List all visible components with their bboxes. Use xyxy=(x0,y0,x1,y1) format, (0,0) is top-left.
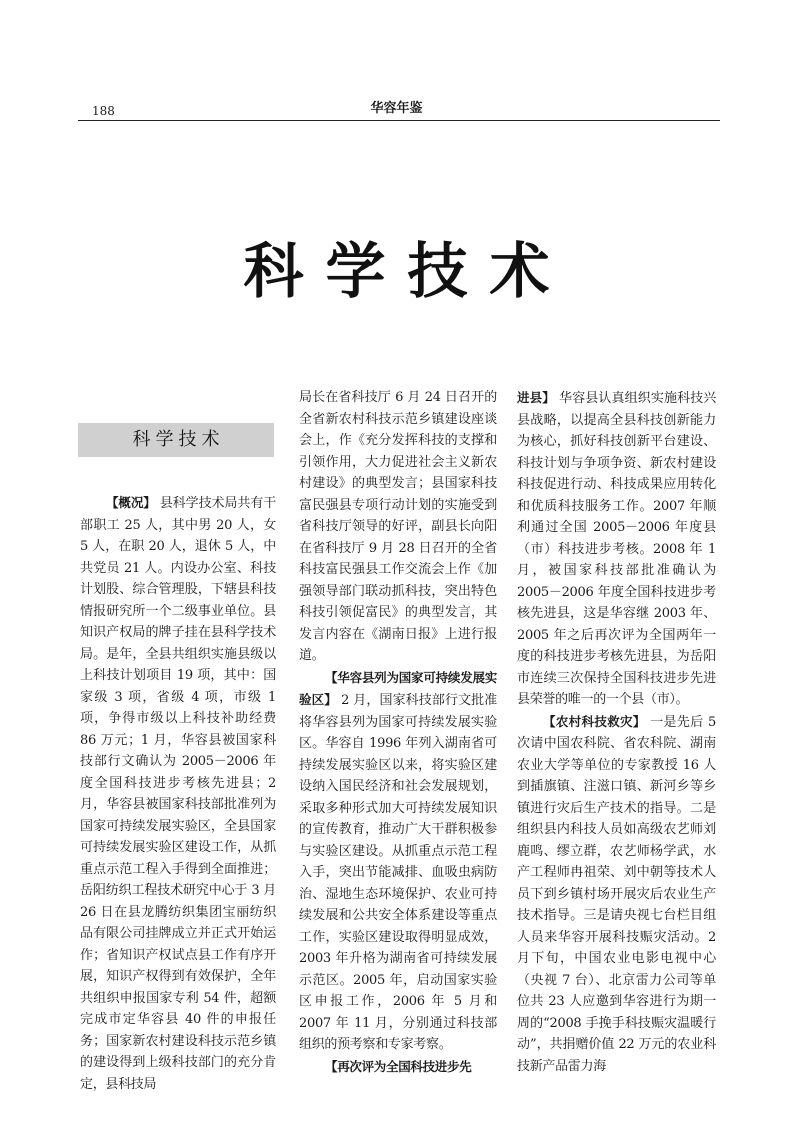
paragraph-disaster-relief xyxy=(517,711,716,1078)
paragraph-text: 县科学技术局共有干部职工 25 人，其中男 20 人，女 5 人，在职 20 人，退休 5 人，中共党员 21 人。内设办公室、科技计划股、综合管理股，下辖县科技情报研究所一个二级事业单位。县知识产权局的牌子挂在县科学技术局。是年，全县共组织实施县级以上科技计划项目 19 项，其中：国家级 3 项，省级 4 项，市级 1 项，争得市级以上科技补助经费 86 万元；1 月，华容县被国家科技部行文确认为 2005－2006 年度全国科技进步考核先进县；2 月，华容县被国家科技部批准列为国家可持续发展实验区，全县国家可持续发展实验区建设工作，从抓重点示范工程入手得到全面推进；岳阳纺织工程技术研究中心于 3 月 26 日在县龙腾纺织集团宝丽纺织品有限公司挂牌成立并正式开始运作；省知识产权试点县工作有序开展，知识产权得到有效保护，全年共组织申报国家专利 54 件，超额完成市定华容县 40 件的申报任务；国家新农村建设科技示范乡镇的建设得到上级科技部门的充分肯定，县科技局 xyxy=(80,496,276,1092)
chapter-title: 科学技术 xyxy=(243,237,572,307)
section-title: 科学技术 xyxy=(132,429,225,450)
paragraph-heading-start xyxy=(299,1056,497,1079)
paragraph-text: 华容县认真组织实施科技兴县战略，以提高全县科技创新能力为核心，抓好科技创新平台建设、科技计划与争项争资、新农村建设科技促进行动、科技成果应用转化和优质科技服务工作。2007 年顺利通过全国 2005－2006 年度县（市）科技进步考核。2008 年 1 月，被国家科技部批准确认为 2005－2006 年度全国科技进步考核先进县，这是华容继 2003 年、2005 年之后再次评为全国两年一度的科技进步考核先进县，为岳阳市连续三次保持全国科技进步先进县荣誉的唯一的一个县（市）。 xyxy=(517,391,716,707)
paragraph-text: 2 月，国家科技部行文批准将华容县列为国家可持续发展实验区。华容自 1996 年列入湖南省可持续发展实验区以来，将实验区建设纳入国民经济和社会发展规划，采取多种形式加大可持续发展知识的宣传教育，推动广大干群积极参与实验区建设。从抓重点示范工程入手，突出节能减排、血吸虫病防治、湿地生态环境保护、农业可持续发展和公共安全体系建设等重点工作，实验区建设取得明显成效，2003 年升格为湖南省可持续发展示范区。2005 年，启动国家实验区申报工作，2006 年 5 月和 2007 年 11 月，分别通过科技部组织的预考察和专家考察。 xyxy=(299,693,497,1052)
paragraph-continued xyxy=(299,387,497,667)
page-number: 188 xyxy=(92,104,115,118)
section-banner xyxy=(78,423,274,457)
text-column-2 xyxy=(299,387,497,1078)
paragraph-keyword: 【再次评为全国科技进步先 xyxy=(325,1058,472,1074)
text-column-1 xyxy=(80,492,276,1095)
text-column-3 xyxy=(517,387,716,1077)
paragraph-text: 一是先后 5 次请中国农科院、省农科院、湖南农业大学等单位的专家教授 16 人到插旗镇、注滋口镇、新河乡等乡镇进行灾后生产技术的指导。二是组织县内科技人员如高级农艺师刘鹿鸣、缪立群，农艺师杨学武，水产工程师冉祖荣、刘中朝等技术人员下到乡镇村场开展灾后农业生产技术指导。三是请央视七台栏目组人员来华容开展科技赈灾活动。2 月下旬，中国农业电影电视中心（央视 7 台）、北京雷力公司等单位共 23 人应邀到华容进行为期一周的“2008 手挽手科技赈灾温暖行动”，共捐赠价值 22 万元的农业科技新产品雷力海 xyxy=(517,714,716,1074)
paragraph-keyword: 【农村科技救灾】 xyxy=(543,713,646,729)
paragraph-keyword: 进县】 xyxy=(517,390,555,405)
running-title: 华容年鉴 xyxy=(370,101,423,116)
paragraph-progress-county xyxy=(517,387,716,711)
paragraph-overview xyxy=(80,492,276,1095)
paragraph-keyword: 【华容县列为国家可持续发展实验区】 xyxy=(299,669,497,707)
paragraph-sustainable-zone xyxy=(299,667,497,1056)
header-rule xyxy=(78,120,720,121)
paragraph-text: 局长在省科技厅 6 月 24 日召开的全省新农村科技示范乡镇建设座谈会上，作《充分发挥科技的支撑和引领作用，大力促进社会主义新农村建设》的典型发言；县国家科技富民强县专项行动计划的实施受到省科技厅领导的好评，副县长向阳在省科技厅 9 月 28 日召开的全省科技富民强县工作交流会上作《加强领导部门联动抓科技，突出特色科技引领促富民》的典型发言，其发言内容在《湖南日报》上进行报道。 xyxy=(299,390,497,663)
paragraph-keyword: 【概况】 xyxy=(106,495,156,510)
